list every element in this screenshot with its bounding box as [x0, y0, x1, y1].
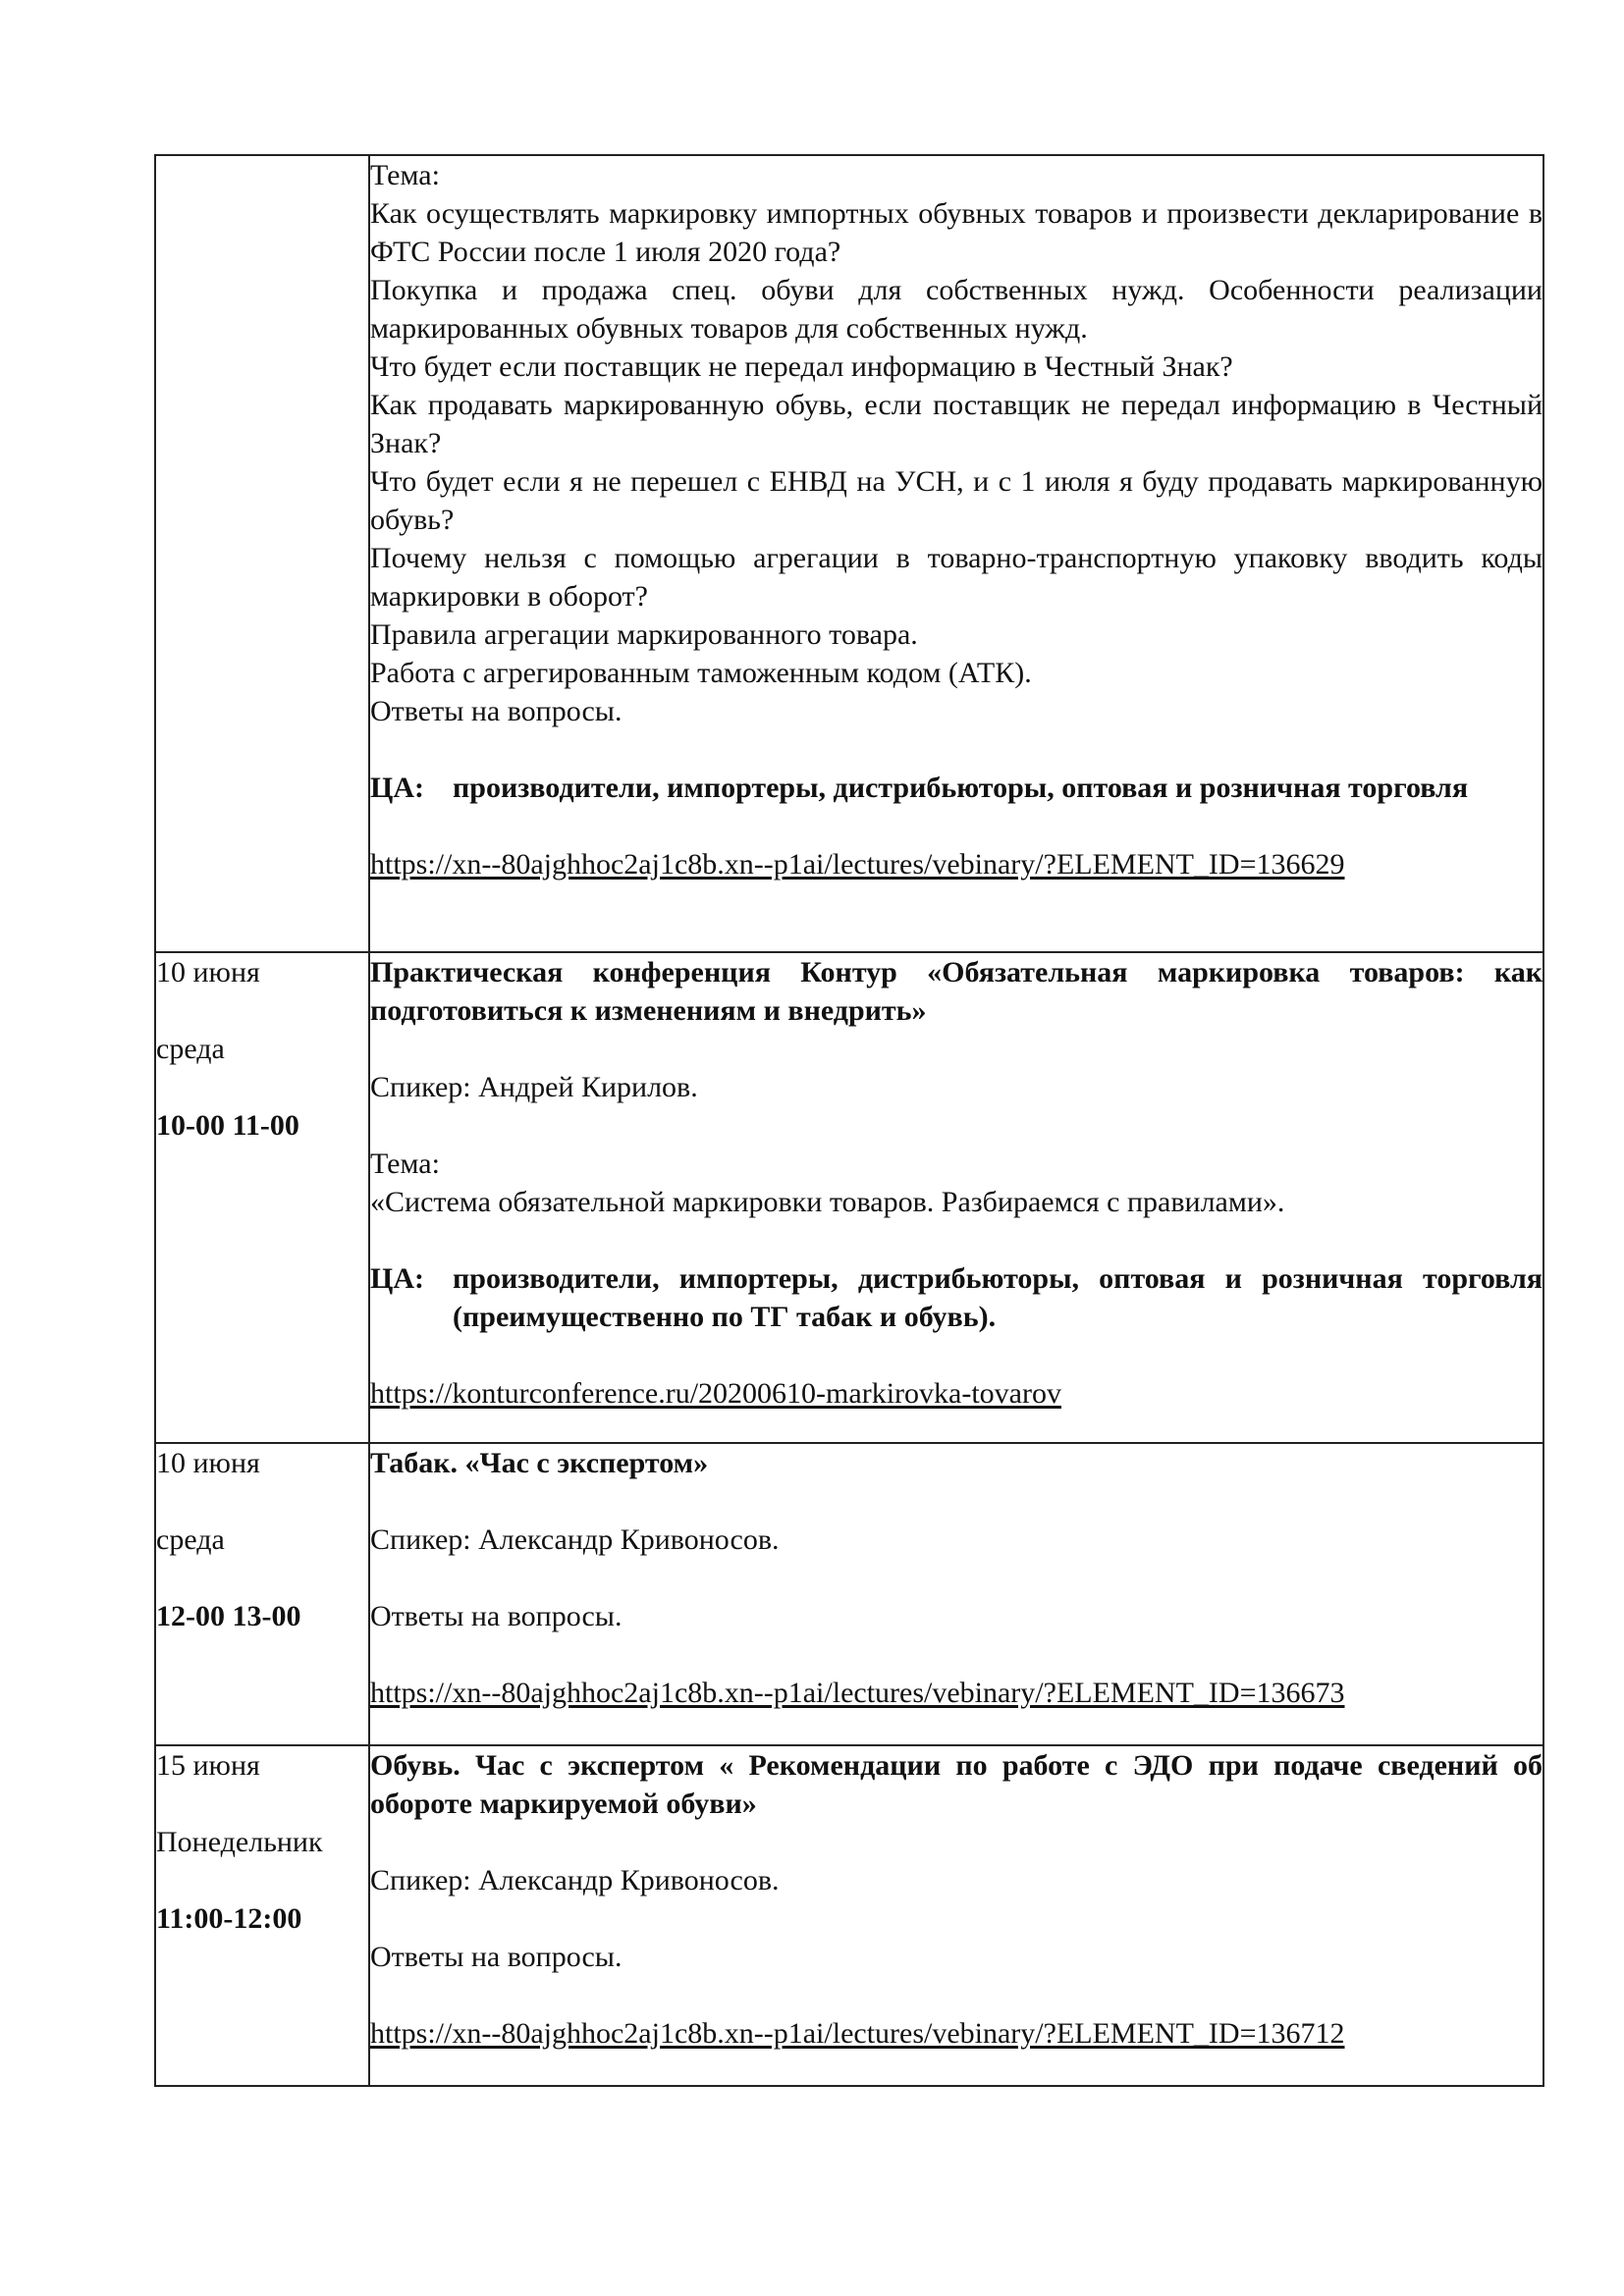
speaker: Спикер: Александр Кривоносов.: [370, 1864, 780, 1896]
topic-line: Как продавать маркированную обувь, если поставщик не передал информацию в Честный Знак?: [370, 389, 1543, 459]
event-time: 12-00 13-00: [156, 1600, 301, 1632]
webinar-link[interactable]: https://xn--80ajghhoc2aj1c8b.xn--p1ai/lectures/vebinary/?ELEMENT_ID=136712: [370, 2017, 1345, 2050]
event-time: 11:00-12:00: [156, 1902, 302, 1935]
topic-line: Почему нельзя с помощью агрегации в товарно-транспортную упаковку вводить коды маркировки в оборот?: [370, 542, 1543, 613]
webinar-link[interactable]: https://xn--80ajghhoc2aj1c8b.xn--p1ai/lectures/vebinary/?ELEMENT_ID=136629: [370, 848, 1345, 881]
table-row: [155, 952, 1543, 1443]
table-row: [155, 1745, 1543, 2086]
topic-label: Тема:: [370, 159, 440, 191]
topic-line: Правила агрегации маркированного товара.: [370, 618, 918, 651]
schedule-table: [154, 154, 1544, 2087]
topic-label: Тема:: [370, 1148, 440, 1180]
date-cell: [155, 1443, 369, 1745]
table-row: [155, 155, 1543, 952]
event-date: 10 июня: [156, 956, 260, 988]
date-cell: [155, 1745, 369, 2086]
webinar-link[interactable]: https://xn--80ajghhoc2aj1c8b.xn--p1ai/lectures/vebinary/?ELEMENT_ID=136673: [370, 1677, 1345, 1709]
event-title: Практическая конференция Контур «Обязательная маркировка товаров: как подготовиться к изменениям и внедрить»: [370, 956, 1543, 1027]
event-title: Табак. «Час с экспертом»: [370, 1447, 709, 1479]
topic-line: «Система обязательной маркировки товаров. Разбираемся с правилами».: [370, 1186, 1285, 1218]
event-time: 10-00 11-00: [156, 1109, 299, 1142]
event-cell: [369, 1443, 1543, 1745]
audience-text: производители, импортеры, дистрибьюторы, оптовая и розничная торговля (преимущественно по ТГ табак и обувь).: [453, 1262, 1543, 1333]
event-weekday: среда: [156, 1033, 225, 1065]
topic-line: Что будет если я не перешел с ЕНВД на УСН, и с 1 июля я буду продавать маркированную обувь?: [370, 465, 1543, 536]
event-date: 15 июня: [156, 1749, 260, 1782]
event-cell: [369, 1745, 1543, 2086]
event-title: Обувь. Час с экспертом « Рекомендации по работе с ЭДО при подаче сведений об обороте маркируемой обуви»: [370, 1749, 1543, 1820]
event-cell: [369, 952, 1543, 1443]
speaker: Спикер: Александр Кривоносов.: [370, 1523, 780, 1556]
audience: [370, 1259, 1543, 1336]
event-weekday: среда: [156, 1523, 225, 1556]
audience: [370, 769, 1543, 807]
conference-link[interactable]: https://konturconference.ru/20200610-markirovka-tovarov: [370, 1377, 1061, 1410]
topic-line: Ответы на вопросы.: [370, 695, 623, 727]
table-row: [155, 1443, 1543, 1745]
answers-text: Ответы на вопросы.: [370, 1600, 623, 1632]
event-weekday: Понедельник: [156, 1826, 323, 1858]
event-cell: [369, 155, 1543, 952]
topic-line: Работа с агрегированным таможенным кодом (АТК).: [370, 657, 1032, 689]
date-cell: [155, 155, 369, 952]
event-date: 10 июня: [156, 1447, 260, 1479]
topic-line: Покупка и продажа спец. обуви для собственных нужд. Особенности реализации маркированных обувных товаров для собственных нужд.: [370, 274, 1543, 345]
audience-text: производители, импортеры, дистрибьюторы, оптовая и розничная торговля: [453, 772, 1469, 804]
date-cell: [155, 952, 369, 1443]
audience-label: ЦА:: [370, 1262, 424, 1295]
topic-line: Что будет если поставщик не передал информацию в Честный Знак?: [370, 350, 1233, 383]
audience-label: ЦА:: [370, 772, 424, 804]
answers-text: Ответы на вопросы.: [370, 1941, 623, 1973]
topic-line: Как осуществлять маркировку импортных обувных товаров и произвести декларирование в ФТС России после 1 июля 2020 года?: [370, 197, 1543, 268]
speaker: Спикер: Андрей Кирилов.: [370, 1071, 698, 1103]
